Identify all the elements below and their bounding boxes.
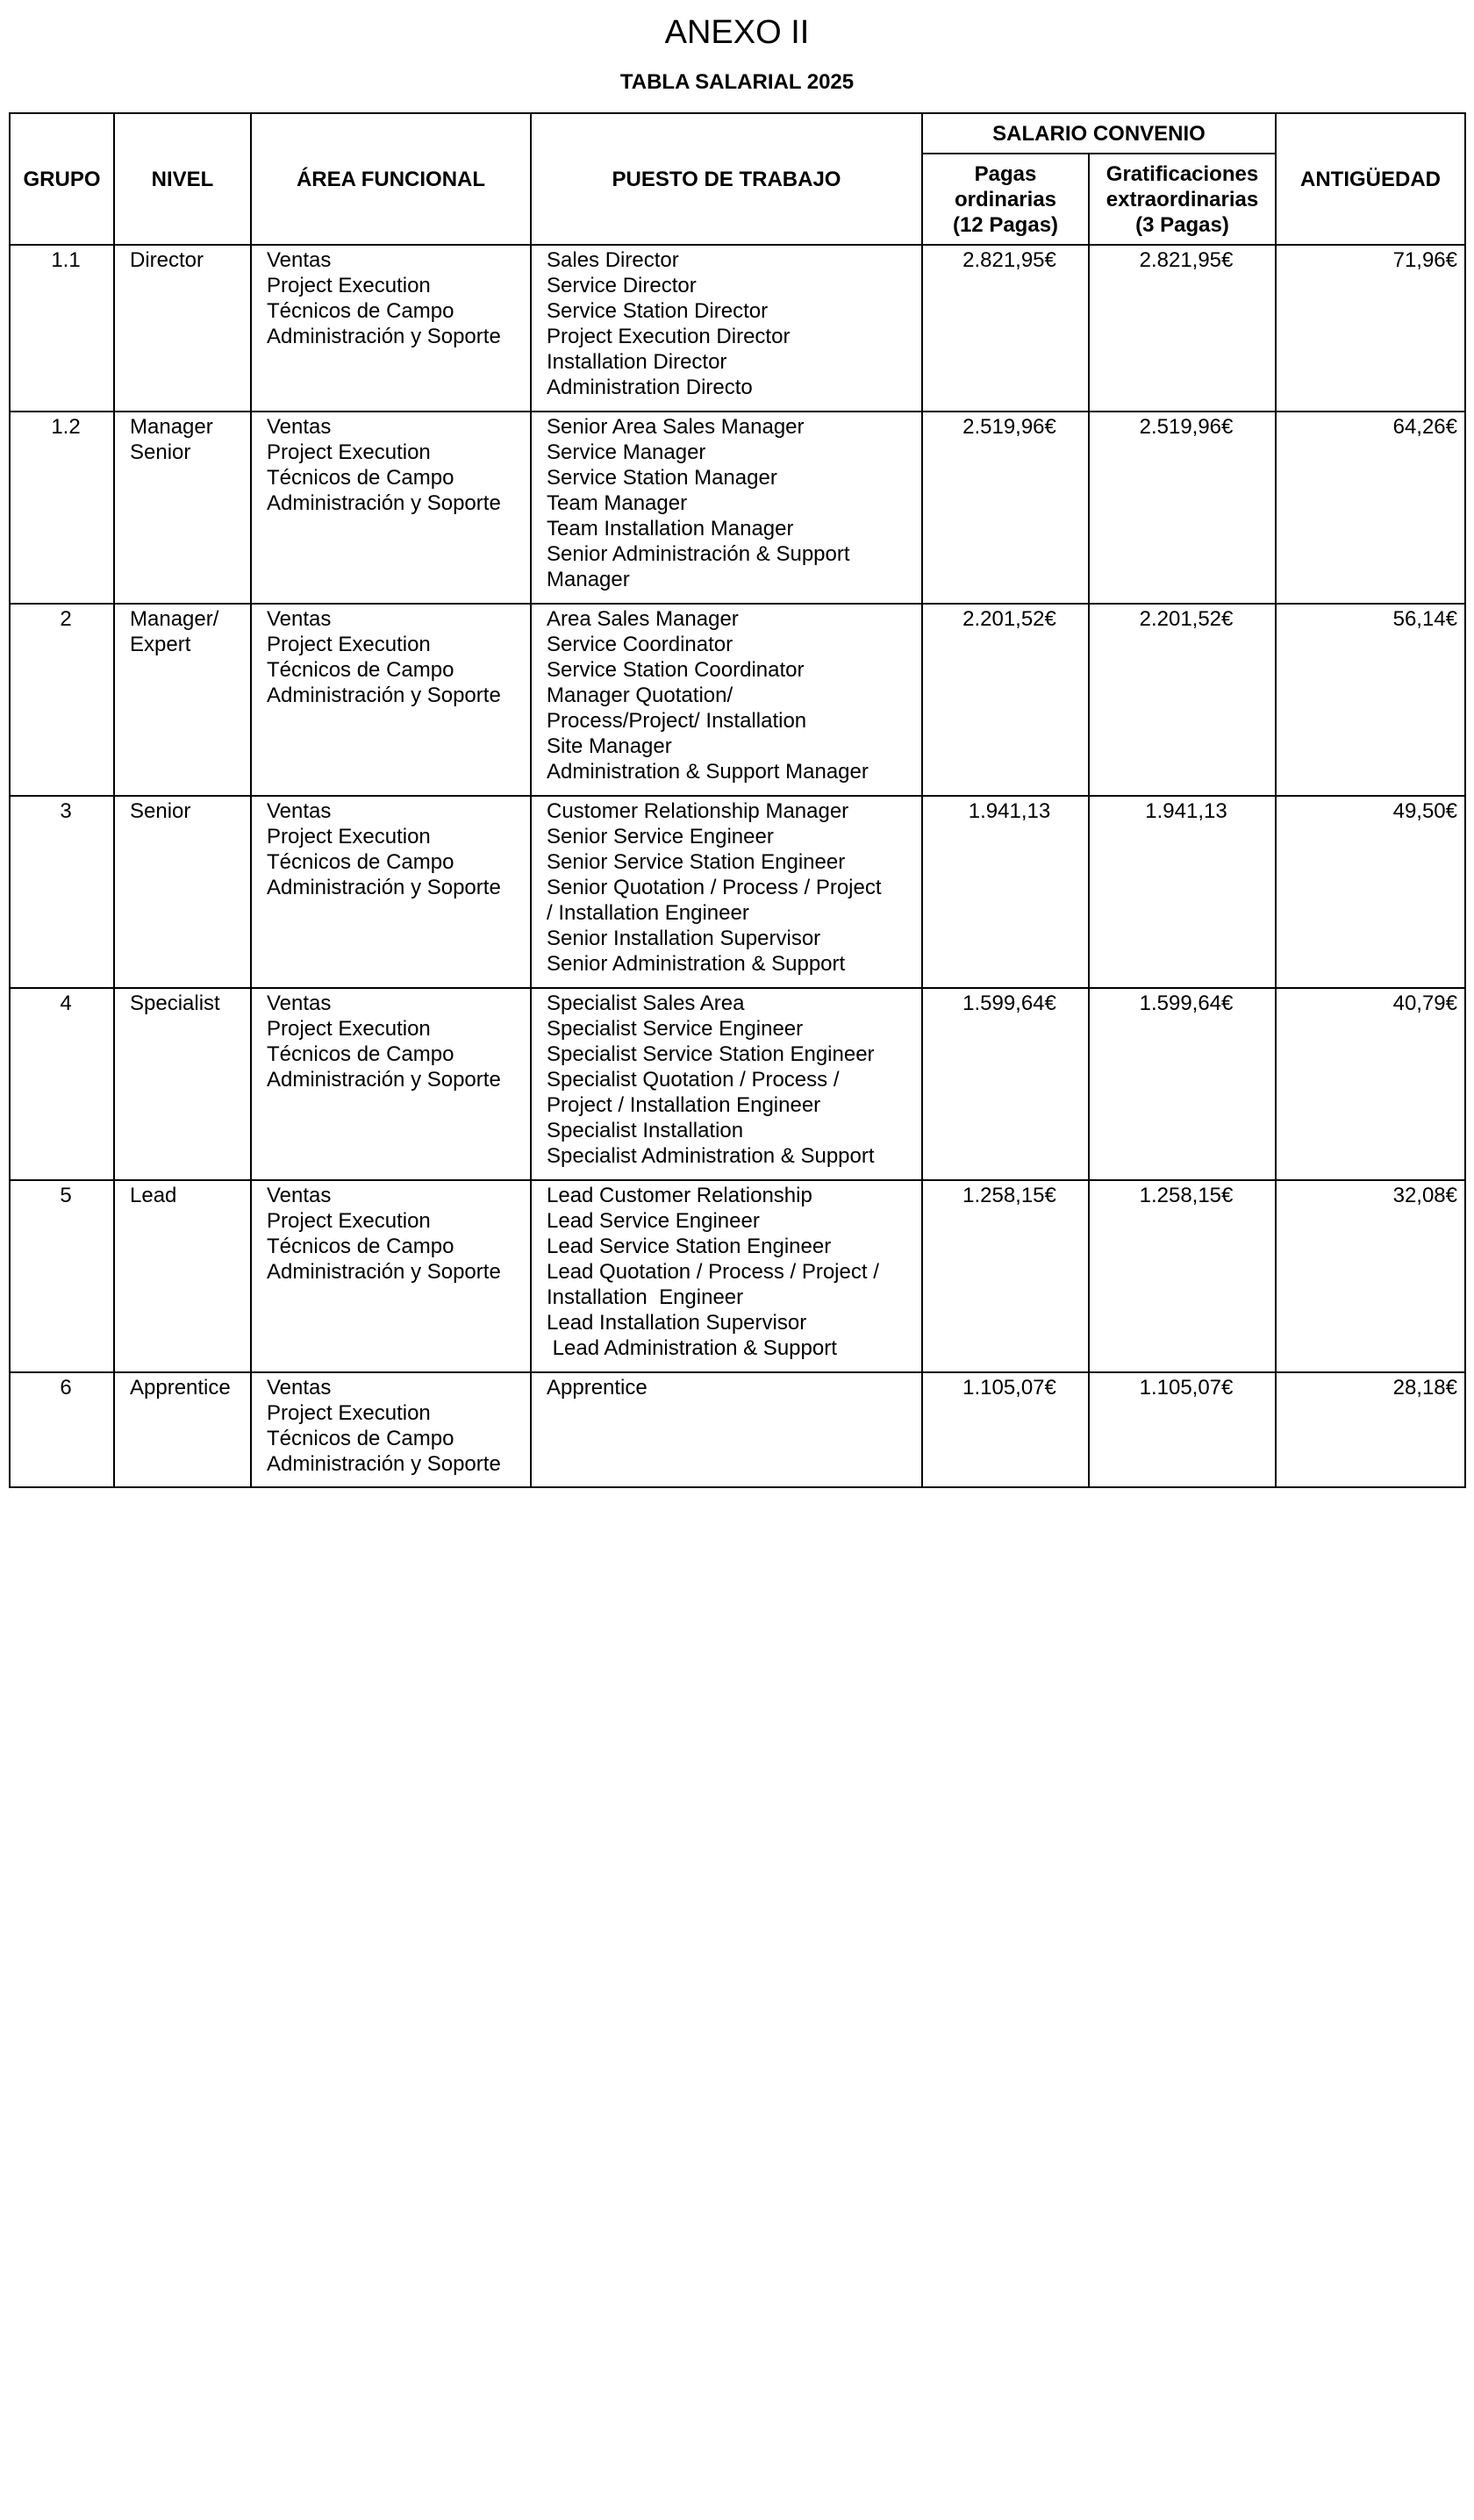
cell-line: Installation Engineer [547, 1285, 744, 1309]
cell-line: Specialist Sales Area [547, 992, 745, 1015]
cell-line: Ventas [267, 799, 332, 823]
cell-line: Project Execution [267, 274, 431, 297]
cell-gratificaciones: 2.821,95€ [1089, 245, 1276, 412]
cell-grupo: 5 [10, 1180, 114, 1372]
cell-line: Administration Directo [547, 376, 753, 399]
cell-puesto-de-trabajo [531, 245, 922, 412]
cell-nivel [114, 988, 251, 1180]
cell-antiguedad: 71,96€ [1276, 245, 1465, 412]
cell-line: Senior Area Sales Manager [547, 415, 805, 439]
cell-line: Specialist [130, 992, 220, 1015]
cell-line: Apprentice [547, 1376, 648, 1400]
table-row [10, 1372, 1465, 1487]
table-row [10, 1180, 1465, 1372]
cell-line: Ventas [267, 1376, 332, 1400]
cell-puesto-de-trabajo [531, 796, 922, 988]
cell-line: Lead Quotation / Process / Project / [547, 1260, 879, 1284]
cell-grupo: 1.2 [10, 412, 114, 604]
cell-line: Manager [130, 415, 213, 439]
document-title: ANEXO II [664, 14, 810, 51]
cell-line: Senior Quotation / Process / Project [547, 876, 882, 899]
cell-line: Specialist Service Station Engineer [547, 1042, 875, 1066]
cell-line: Ventas [267, 992, 332, 1015]
cell-line: Service Manager [547, 440, 706, 464]
cell-area-funcional [251, 1372, 531, 1487]
cell-nivel [114, 796, 251, 988]
table-body [10, 245, 1465, 1487]
cell-line: Team Installation Manager [547, 517, 794, 541]
cell-line: Administración y Soporte [267, 1260, 501, 1284]
cell-line: Lead Service Station Engineer [547, 1235, 832, 1258]
cell-line: Senior Administración & Support [547, 542, 850, 566]
cell-nivel [114, 604, 251, 796]
cell-nivel [114, 412, 251, 604]
cell-line: Ventas [267, 1184, 332, 1207]
cell-line: Lead Administration & Support [547, 1336, 837, 1360]
cell-line: Senior Administration & Support [547, 952, 846, 976]
header-area-funcional: ÁREA FUNCIONAL [251, 113, 531, 245]
cell-line: Administración y Soporte [267, 491, 501, 515]
header-line: extraordinarias [1106, 187, 1259, 211]
cell-pagas-ordinarias: 1.105,07€ [922, 1372, 1089, 1487]
cell-line: Lead Service Engineer [547, 1209, 760, 1233]
cell-line: Administration & Support Manager [547, 760, 869, 784]
cell-puesto-de-trabajo [531, 412, 922, 604]
cell-antiguedad: 32,08€ [1276, 1180, 1465, 1372]
cell-line: Service Coordinator [547, 633, 733, 656]
cell-pagas-ordinarias: 1.258,15€ [922, 1180, 1089, 1372]
cell-line: Senior [130, 440, 191, 464]
document-subtitle: TABLA SALARIAL 2025 [619, 70, 855, 94]
cell-antiguedad: 49,50€ [1276, 796, 1465, 988]
cell-line: Apprentice [130, 1376, 231, 1400]
cell-line: Project Execution Director [547, 325, 791, 348]
header-antiguedad: ANTIGÜEDAD [1276, 113, 1465, 245]
cell-line: Site Manager [547, 734, 672, 758]
cell-line: Service Station Coordinator [547, 658, 805, 682]
header-nivel: NIVEL [114, 113, 251, 245]
header-puesto-de-trabajo: PUESTO DE TRABAJO [531, 113, 922, 245]
cell-area-funcional [251, 412, 531, 604]
cell-antiguedad: 28,18€ [1276, 1372, 1465, 1487]
header-salario-convenio: SALARIO CONVENIO [922, 113, 1276, 154]
cell-line: Service Station Director [547, 299, 769, 323]
cell-line: Administración y Soporte [267, 684, 501, 707]
cell-line: Expert [130, 633, 191, 656]
cell-gratificaciones: 1.258,15€ [1089, 1180, 1276, 1372]
header-line: Gratificaciones [1106, 161, 1259, 186]
cell-line: Manager [547, 568, 630, 591]
cell-grupo: 6 [10, 1372, 114, 1487]
cell-line: Installation Director [547, 350, 727, 374]
cell-line: Area Sales Manager [547, 607, 739, 631]
cell-gratificaciones: 1.105,07€ [1089, 1372, 1276, 1487]
cell-line: Lead Installation Supervisor [547, 1311, 807, 1335]
cell-gratificaciones: 2.201,52€ [1089, 604, 1276, 796]
cell-line: Lead Customer Relationship [547, 1184, 812, 1207]
cell-line: Specialist Service Engineer [547, 1017, 804, 1041]
cell-line: Lead [130, 1184, 177, 1207]
cell-line: Sales Director [547, 248, 679, 272]
cell-antiguedad: 56,14€ [1276, 604, 1465, 796]
cell-line: Manager/ [130, 607, 219, 631]
cell-line: Administración y Soporte [267, 1452, 501, 1476]
cell-line: Service Director [547, 274, 697, 297]
cell-line: Senior Service Engineer [547, 825, 774, 848]
cell-pagas-ordinarias: 2.519,96€ [922, 412, 1089, 604]
cell-area-funcional [251, 245, 531, 412]
cell-line: Process/Project/ Installation [547, 709, 807, 733]
cell-line: Team Manager [547, 491, 688, 515]
cell-line: Specialist Installation [547, 1119, 744, 1142]
cell-gratificaciones: 2.519,96€ [1089, 412, 1276, 604]
cell-gratificaciones: 1.599,64€ [1089, 988, 1276, 1180]
cell-grupo: 1.1 [10, 245, 114, 412]
cell-grupo: 4 [10, 988, 114, 1180]
cell-antiguedad: 40,79€ [1276, 988, 1465, 1180]
cell-pagas-ordinarias: 1.941,13 [922, 796, 1089, 988]
header-line: ordinarias [954, 187, 1057, 211]
cell-line: Senior [130, 799, 191, 823]
header-gratificaciones-extraordinarias [1089, 154, 1276, 245]
header-pagas-ordinarias [922, 154, 1089, 245]
header-line: Pagas [974, 161, 1037, 186]
cell-line: Técnicos de Campo [267, 1235, 454, 1258]
salary-table [9, 112, 1466, 1488]
cell-line: Customer Relationship Manager [547, 799, 849, 823]
cell-puesto-de-trabajo [531, 1372, 922, 1487]
cell-puesto-de-trabajo [531, 604, 922, 796]
cell-nivel [114, 245, 251, 412]
cell-line: Project Execution [267, 440, 431, 464]
cell-line: Service Station Manager [547, 466, 777, 490]
cell-line: Técnicos de Campo [267, 1427, 454, 1450]
cell-line: Project Execution [267, 633, 431, 656]
cell-pagas-ordinarias: 2.201,52€ [922, 604, 1089, 796]
cell-line: Técnicos de Campo [267, 466, 454, 490]
cell-line: Técnicos de Campo [267, 658, 454, 682]
cell-line: Specialist Quotation / Process / [547, 1068, 840, 1092]
cell-line: Técnicos de Campo [267, 299, 454, 323]
table-row [10, 412, 1465, 604]
cell-line: Administración y Soporte [267, 325, 501, 348]
cell-line: Técnicos de Campo [267, 1042, 454, 1066]
cell-line: Project Execution [267, 1401, 431, 1425]
table-header [10, 113, 1465, 245]
cell-line: Senior Installation Supervisor [547, 927, 821, 950]
cell-line: Project / Installation Engineer [547, 1093, 821, 1117]
header-line: (12 Pagas) [952, 212, 1059, 237]
cell-area-funcional [251, 1180, 531, 1372]
cell-grupo: 2 [10, 604, 114, 796]
cell-puesto-de-trabajo [531, 1180, 922, 1372]
header-line: (3 Pagas) [1135, 212, 1229, 237]
cell-line: Director [130, 248, 204, 272]
cell-area-funcional [251, 604, 531, 796]
table-row [10, 988, 1465, 1180]
cell-line: Ventas [267, 415, 332, 439]
cell-line: Project Execution [267, 1017, 431, 1041]
cell-pagas-ordinarias: 2.821,95€ [922, 245, 1089, 412]
cell-area-funcional [251, 796, 531, 988]
cell-line: Senior Service Station Engineer [547, 850, 846, 874]
table-row [10, 796, 1465, 988]
table-row [10, 245, 1465, 412]
cell-line: Administración y Soporte [267, 876, 501, 899]
cell-line: Project Execution [267, 825, 431, 848]
cell-nivel [114, 1372, 251, 1487]
header-grupo: GRUPO [10, 113, 114, 245]
cell-line: Administración y Soporte [267, 1068, 501, 1092]
table-row [10, 604, 1465, 796]
cell-line: / Installation Engineer [547, 901, 749, 925]
cell-line: Ventas [267, 607, 332, 631]
cell-gratificaciones: 1.941,13 [1089, 796, 1276, 988]
cell-puesto-de-trabajo [531, 988, 922, 1180]
cell-line: Manager Quotation/ [547, 684, 733, 707]
cell-line: Specialist Administration & Support [547, 1144, 875, 1168]
cell-antiguedad: 64,26€ [1276, 412, 1465, 604]
cell-nivel [114, 1180, 251, 1372]
cell-area-funcional [251, 988, 531, 1180]
cell-line: Ventas [267, 248, 332, 272]
cell-grupo: 3 [10, 796, 114, 988]
cell-line: Project Execution [267, 1209, 431, 1233]
cell-pagas-ordinarias: 1.599,64€ [922, 988, 1089, 1180]
cell-line: Técnicos de Campo [267, 850, 454, 874]
